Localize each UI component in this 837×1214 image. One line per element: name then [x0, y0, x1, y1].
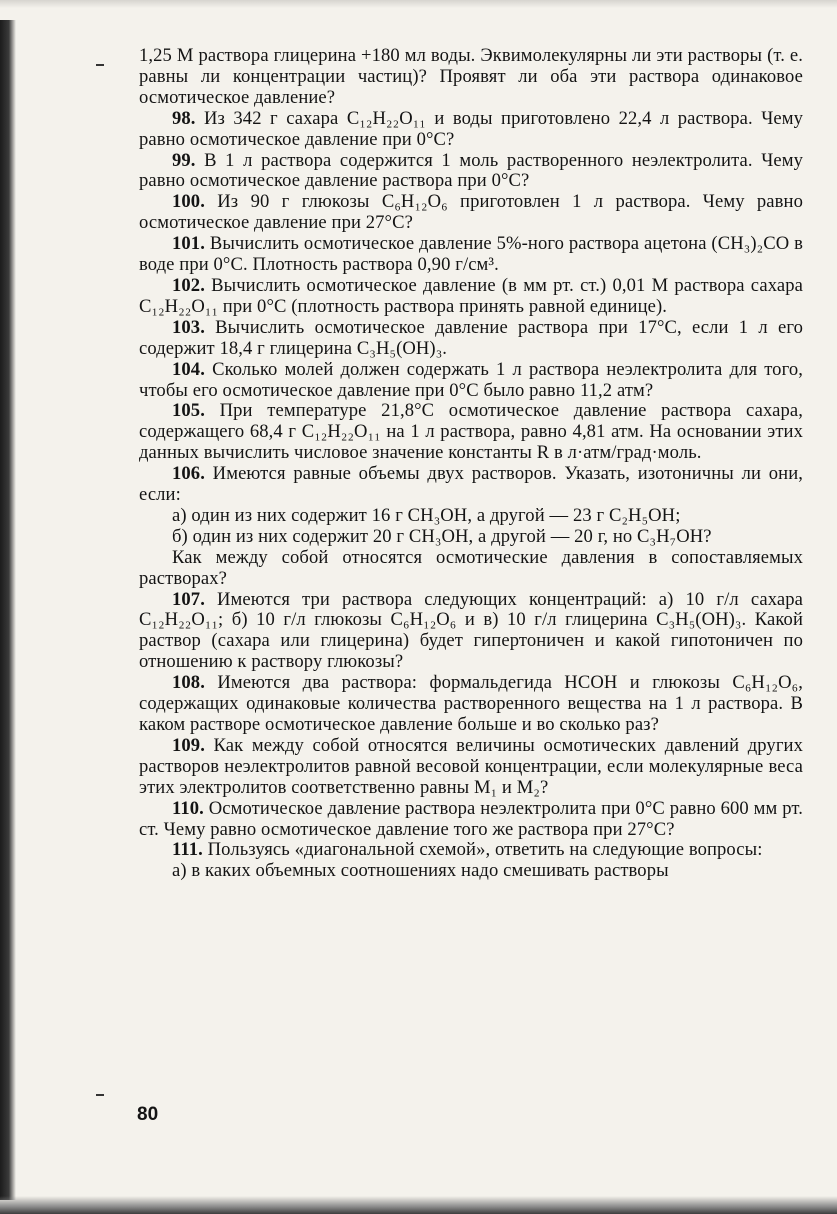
problem-109: 109. Как между собой относятся величины осмотических давлений других растворов неэлектролитов равной весовой концентрации, если молекулярные веса этих электролитов соответственно равны M₁ и M₂?	[139, 734, 803, 798]
problem-number: 108.	[172, 672, 205, 694]
problem-98: 98. Из 342 г сахара C₁₂H₂₂O₁₁ и воды приготовлено 22,4 л раствора. Чему равно осмотическое давление при 0°С?	[139, 107, 803, 150]
problem-number: 101.	[172, 233, 205, 255]
problem-105: 105. При температуре 21,8°С осмотическое давление раствора сахара, содержащего 68,4 г C₁₂H₂₂O₁₁ на 1 л раствора, равно 4,81 атм. На основании этих данных вычислить числовое значение константы R в л·атм/град·моль.	[139, 400, 803, 464]
problem-number: 110.	[172, 797, 204, 819]
problem-number: 109.	[172, 734, 205, 756]
margin-mark	[96, 1094, 104, 1096]
problem-number: 100.	[172, 191, 205, 213]
problem-number: 102.	[172, 274, 205, 296]
page-number: 80	[137, 1104, 159, 1125]
problem-103: 103. Вычислить осмотическое давление раствора при 17°С, если 1 л его содержит 18,4 г глицерина C₃H₅(OH)₃.	[139, 316, 803, 359]
problem-number: 103.	[172, 316, 205, 338]
paragraph-continuation: 1,25 М раствора глицерина +180 мл воды. Эквимолекулярны ли эти растворы (т. е. равны ли концентрации частиц)? Проявят ли оба эти раствора одинаковое осмотическое давление?	[139, 45, 803, 108]
scan-shadow-top	[0, 0, 837, 8]
problem-100: 100. Из 90 г глюкозы C₆H₁₂O₆ приготовлен 1 л раствора. Чему равно осмотическое давление при 27°С?	[139, 191, 803, 234]
problem-108: 108. Имеются два раствора: формальдегида HCOH и глюкозы C₆H₁₂O₆, содержащих одинаковые количества растворенного вещества на 1 л раствора. В каком растворе осмотическое давление больше и во сколько раз?	[139, 672, 803, 735]
problem-106-part-b: б) один из них содержит 20 г CH₃OH, а другой — 20 г, но C₃H₇OH?	[172, 525, 712, 547]
margin-mark	[96, 64, 104, 66]
problem-111-part-a: а) в каких объемных соотношениях надо смешивать растворы	[172, 860, 669, 882]
problem-number: 99.	[172, 149, 196, 171]
problem-106-part-a: а) один из них содержит 16 г CH₃OH, а другой — 23 г C₂H₅OH;	[172, 504, 681, 526]
problem-106-question: Как между собой относятся осмотические давления в сопоставляемых растворах?	[139, 546, 803, 589]
problem-number: 105.	[172, 400, 205, 422]
problem-102: 102. Вычислить осмотическое давление (в мм рт. ст.) 0,01 М раствора сахара C₁₂H₂₂O₁₁ при 0°С (плотность раствора принять равной единице).	[139, 274, 803, 317]
problem-101: 101. Вычислить осмотическое давление 5%-ного раствора ацетона (CH₃)₂CO в воде при 0°С. Плотность раствора 0,90 г/см³.	[139, 233, 803, 276]
problem-107: 107. Имеются три раствора следующих концентраций: а) 10 г/л сахара C₁₂H₂₂O₁₁; б) 10 г/л глюкозы C₆H₁₂O₆ и в) 10 г/л глицерина C₃H₅(OH)₃. Какой раствор (сахара или глицерина) будет гипертоничен и какой гипотоничен по отношению к раствору глюкозы?	[139, 588, 803, 673]
problem-number: 107.	[172, 588, 205, 610]
problem-number: 111.	[172, 839, 203, 861]
problem-number: 98.	[172, 107, 196, 129]
problem-110: 110. Осмотическое давление раствора неэлектролита при 0°С равно 600 мм рт. ст. Чему равно осмотическое давление того же раствора при 27°С?	[139, 797, 803, 840]
scan-shadow-left	[0, 20, 16, 1200]
problem-number: 106.	[172, 463, 205, 485]
problem-99: 99. В 1 л раствора содержится 1 моль растворенного неэлектролита. Чему равно осмотическое давление раствора при 0°С?	[139, 149, 803, 192]
problem-111: 111. Пользуясь «диагональной схемой», ответить на следующие вопросы:	[172, 839, 763, 861]
problem-104: 104. Сколько молей должен содержать 1 л раствора неэлектролита для того, чтобы его осмотическое давление при 0°С было равно 11,2 атм?	[139, 358, 803, 401]
page-text	[139, 46, 803, 882]
scan-shadow-bottom	[0, 1196, 837, 1214]
problem-number: 104.	[172, 358, 205, 380]
problem-106: 106. Имеются равные объемы двух растворов. Указать, изотоничны ли они, если:	[139, 463, 803, 506]
